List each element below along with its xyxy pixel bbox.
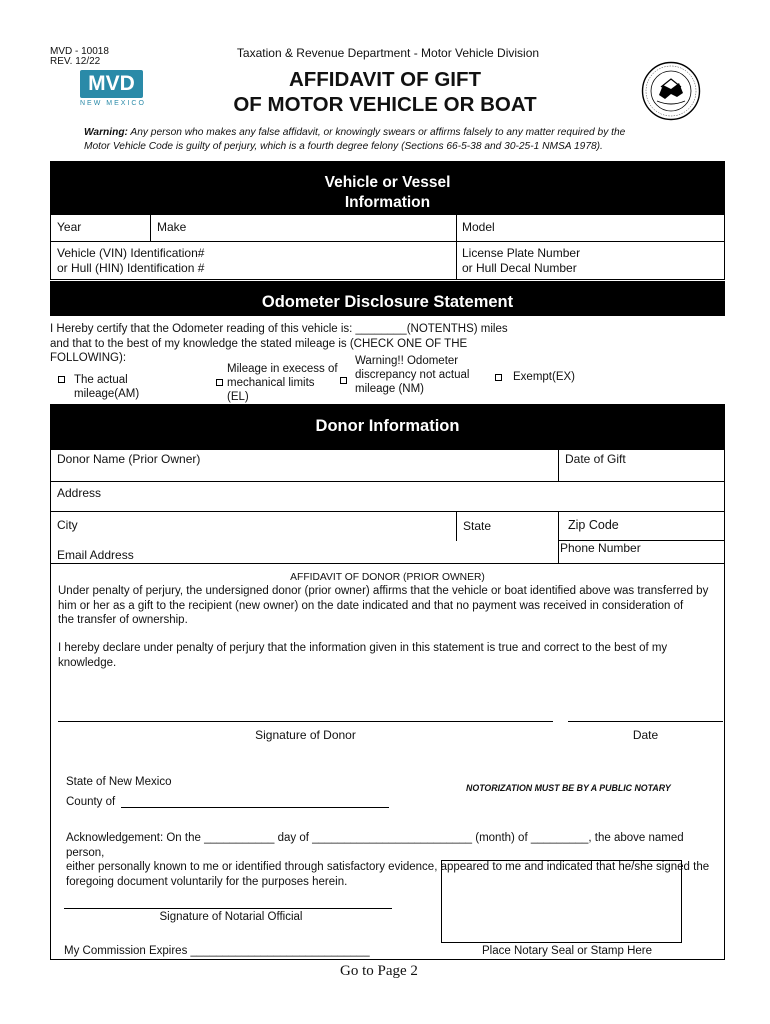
- city-field[interactable]: City: [57, 518, 78, 532]
- state-seal-icon: [641, 61, 701, 121]
- plate-label-line1: License Plate Number: [462, 246, 581, 260]
- opt2-line3: (EL): [227, 391, 249, 403]
- para2-line1: I hereby declare under penalty of perjury that the information given in this statement is true and correct to the best of my: [58, 642, 668, 654]
- date-label: Date: [632, 728, 659, 742]
- checkbox-icon[interactable]: [340, 377, 347, 384]
- plate-label-line2: or Hull Decal Number: [462, 261, 577, 275]
- ack-line2: either personally known to me or identified through satisfactory evidence, appeared to me and indicated that he/she signed the: [66, 861, 710, 873]
- para1-line2: him or her as a gift to the recipient (new owner) on the date indicated and that no payment was received in consideration of: [58, 599, 684, 612]
- para1-line1: Under penalty of perjury, the undersigned donor (prior owner) affirms that the vehicle or boat identified above was transferred by: [58, 585, 709, 597]
- notary-seal-box: [441, 860, 682, 943]
- affidavit-heading: AFFIDAVIT OF DONOR (PRIOR OWNER): [290, 572, 485, 583]
- goto-page-2[interactable]: Go to Page 2: [340, 963, 418, 979]
- warning-line1: Any person who makes any false affidavit, or knowingly swears or affirms falsely to any matter required by the: [130, 127, 626, 138]
- zip-field[interactable]: Zip Code: [568, 518, 619, 532]
- ack-line3: foregoing document voluntarily for the purposes herein.: [66, 875, 348, 888]
- plate-field[interactable]: [462, 246, 580, 276]
- state-field[interactable]: State: [463, 519, 492, 533]
- make-field[interactable]: Make: [157, 220, 187, 234]
- form-title: [195, 67, 575, 117]
- title-line1: AFFIDAVIT OF GIFT: [288, 68, 482, 91]
- donor-name-field[interactable]: Donor Name (Prior Owner): [57, 452, 201, 466]
- option-not-actual[interactable]: [340, 354, 469, 396]
- state-of-label: State of New Mexico: [66, 776, 172, 788]
- mvd-logo-box: MVD: [80, 70, 143, 98]
- cert-line3: FOLLOWING):: [50, 352, 127, 364]
- mvd-logo-sub: NEW MEXICO: [80, 100, 146, 107]
- notary-signature-label: Signature of Notarial Official: [159, 911, 303, 923]
- vin-field[interactable]: [57, 246, 204, 276]
- notary-note: NOTORIZATION MUST BE BY A PUBLIC NOTARY: [466, 783, 671, 793]
- form-rev: REV. 12/22: [50, 56, 101, 67]
- opt4-label: Exempt(EX): [513, 371, 575, 383]
- opt3-line3: mileage (NM): [355, 383, 425, 395]
- email-field[interactable]: Email Address: [57, 548, 134, 562]
- affidavit-paragraph-1: [58, 584, 718, 628]
- option-exempt[interactable]: [495, 371, 575, 383]
- checkbox-icon[interactable]: [216, 379, 223, 386]
- vin-label-line2: or Hull (HIN) Identification #: [57, 261, 205, 275]
- county-line[interactable]: [121, 807, 389, 808]
- donor-signature-line[interactable]: [58, 721, 553, 722]
- opt2-line1: Mileage in execess of: [227, 363, 338, 375]
- odometer-heading: Odometer Disclosure Statement: [50, 281, 725, 316]
- checkbox-icon[interactable]: [58, 376, 65, 383]
- date-of-gift-field[interactable]: Date of Gift: [565, 452, 626, 466]
- checkbox-icon[interactable]: [495, 374, 502, 381]
- para2-line2: knowledge.: [58, 656, 117, 669]
- notary-signature-line[interactable]: [64, 908, 392, 909]
- cert-line1: I Hereby certify that the Odometer reading of this vehicle is: ________(NOTENTHS) miles: [50, 323, 508, 335]
- vehicle-heading: [50, 161, 725, 214]
- opt1-line1: The actual: [74, 374, 128, 386]
- phone-field[interactable]: Phone Number: [560, 541, 641, 555]
- department-line: Taxation & Revenue Department - Motor Vehicle Division: [236, 46, 540, 60]
- title-line2: OF MOTOR VEHICLE OR BOAT: [233, 93, 537, 116]
- warning-text: [84, 126, 704, 153]
- vin-label-line1: Vehicle (VIN) Identification#: [57, 246, 205, 260]
- date-signature-line[interactable]: [568, 721, 723, 722]
- county-of-label: County of: [66, 796, 116, 808]
- vehicle-heading-line2: Information: [344, 194, 431, 211]
- ack-line1: Acknowledgement: On the ___________ day of _________________________ (month) of _________, the above named person,: [66, 832, 684, 859]
- model-field[interactable]: Model: [462, 220, 495, 234]
- para1-line3: the transfer of ownership.: [58, 614, 188, 626]
- seal-label: Place Notary Seal or Stamp Here: [482, 945, 653, 957]
- opt3-line1: Warning!! Odometer: [355, 355, 459, 367]
- option-actual-mileage[interactable]: [58, 373, 139, 401]
- affidavit-paragraph-2: [58, 641, 718, 670]
- mvd-logo: [80, 70, 146, 107]
- year-field[interactable]: Year: [57, 220, 82, 234]
- donor-heading: Donor Information: [50, 404, 725, 449]
- warning-line2: Motor Vehicle Code is guilty of perjury, which is a fourth degree felony (Sections 66-5-38 and 30-25-1 NMSA 1978).: [84, 140, 603, 152]
- commission-expires[interactable]: My Commission Expires ____________________________: [64, 945, 370, 957]
- opt1-line2: mileage(AM): [74, 388, 140, 400]
- warning-label: Warning:: [84, 127, 128, 138]
- donor-signature-label: Signature of Donor: [255, 728, 356, 742]
- opt3-line2: discrepancy not actual: [355, 369, 470, 381]
- address-field[interactable]: Address: [57, 486, 102, 500]
- form-id: MVD - 10018: [50, 46, 109, 57]
- opt2-line2: mechanical limits: [227, 377, 315, 389]
- cert-line2: and that to the best of my knowledge the stated mileage is (CHECK ONE OF THE: [50, 337, 468, 350]
- vehicle-heading-line1: Vehicle or Vessel: [324, 174, 451, 191]
- option-excess-mileage[interactable]: [216, 362, 338, 404]
